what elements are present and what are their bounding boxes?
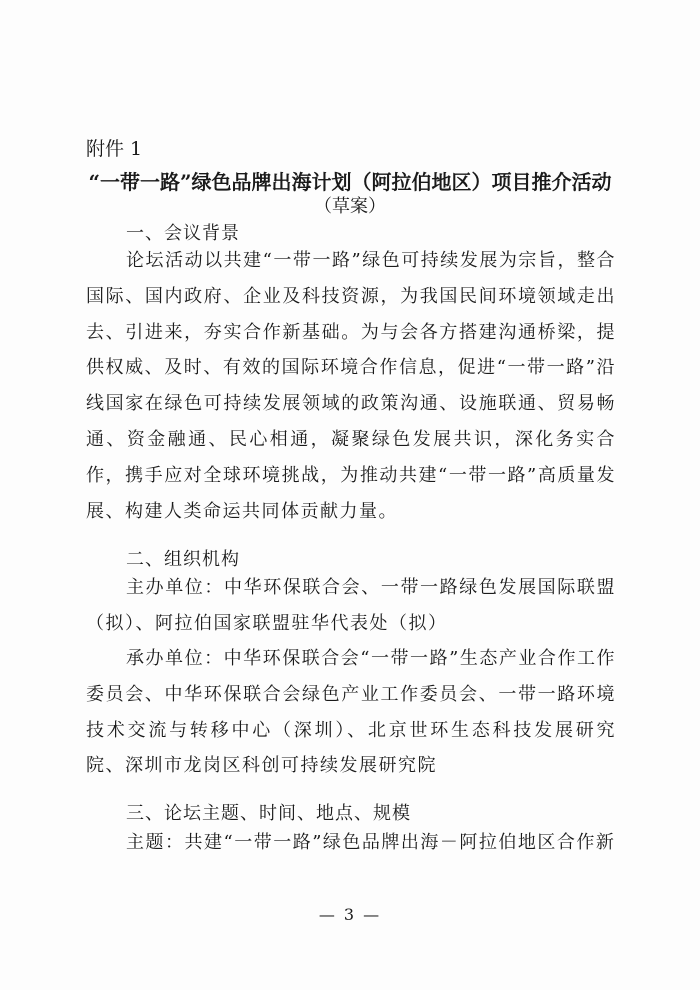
document-title: “一带一路”绿色品牌出海计划（阿拉伯地区）项目推介活动 xyxy=(88,170,612,194)
host-organizations-paragraph: 主办单位：中华环保联合会、一带一路绿色发展国际联盟（拟）、阿拉伯国家联盟驻华代表处（拟） xyxy=(86,577,616,634)
page-number: — 3 — xyxy=(318,905,382,924)
organizer-paragraph: 承办单位：中华环保联合会“一带一路”生态产业合作工作委员会、中华环保联合会绿色产业工作委员会、一带一路环境技术交流与转移中心（深圳）、北京世环生态科技发展研究院、深圳市龙岗区科创可持续发展研究院 xyxy=(86,648,616,777)
attachment-label: 附件 1 xyxy=(86,138,143,160)
document-subtitle: （草案） xyxy=(314,196,386,217)
section-heading-organization: 二、组织机构 xyxy=(126,549,240,570)
background-paragraph: 论坛活动以共建“一带一路”绿色可持续发展为宗旨，整合国际、国内政府、企业及科技资源，为我国民间环境领域走出去、引进来，夯实合作新基础。为与会各方搭建沟通桥梁，提供权威、及时、有效的国际环境合作信息，促进“一带一路”沿线国家在绿色可持续发展领域的政策沟通、设施联通、贸易畅通、资金融通、民心相通，凝聚绿色发展共识，深化务实合作，携手应对全球环境挑战，为推动共建“一带一路”高质量发展、构建人类命运共同体贡献力量。 xyxy=(86,250,616,522)
section-heading-theme: 三、论坛主题、时间、地点、规模 xyxy=(126,803,411,824)
theme-paragraph: 主题：共建“一带一路”绿色品牌出海－阿拉伯地区合作新 xyxy=(126,832,616,853)
section-heading-background: 一、会议背景 xyxy=(126,223,240,244)
